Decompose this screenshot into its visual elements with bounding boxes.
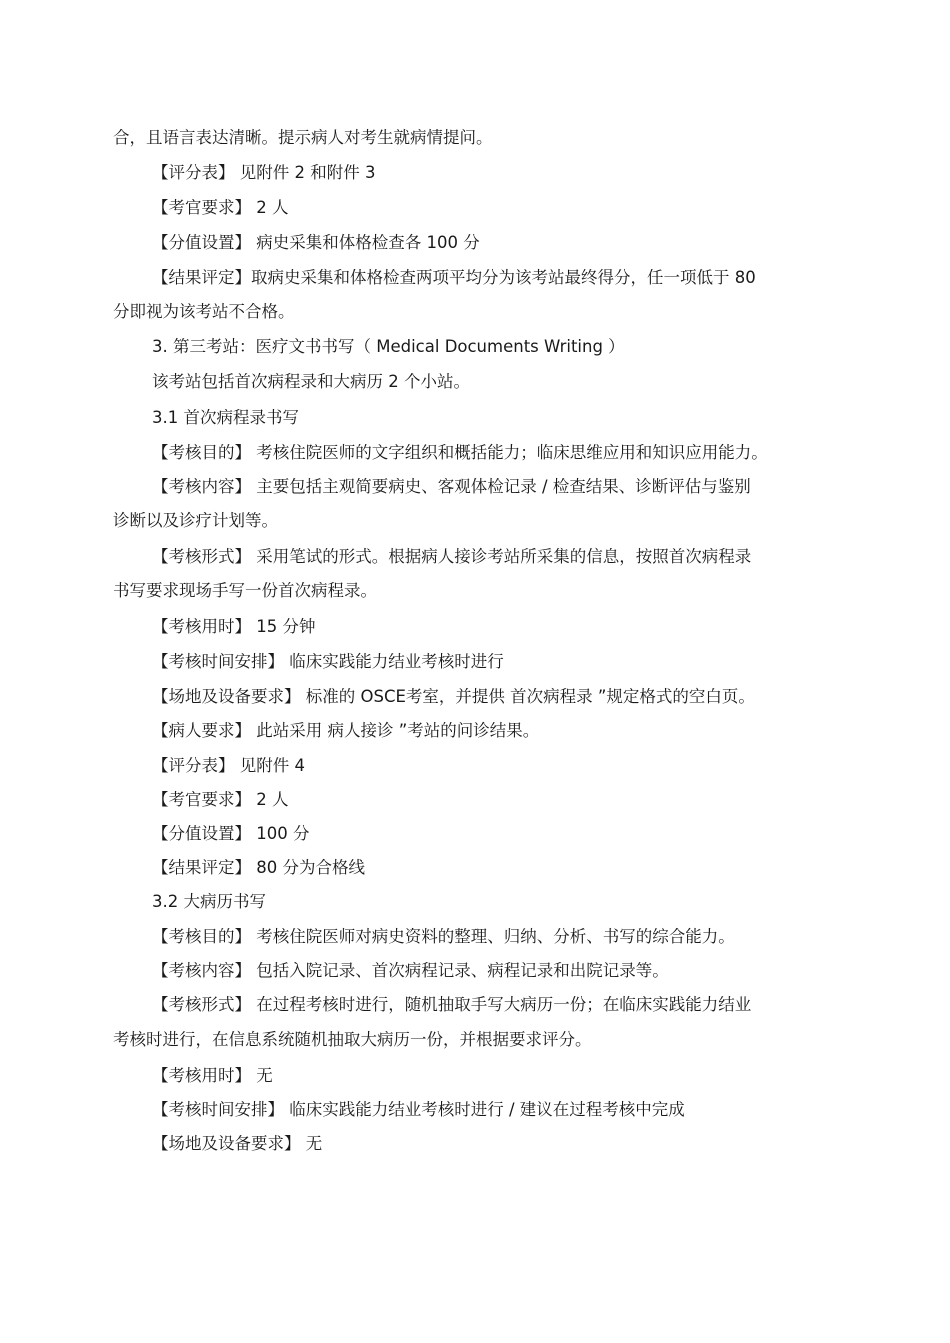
text-line: 【考核用时】 无 xyxy=(152,1066,273,1085)
subsection-heading: 3.2 大病历书写 xyxy=(152,892,266,911)
text-line: 考核时进行，在信息系统随机抽取大病历一份，并根据要求评分。 xyxy=(113,1030,592,1049)
text-line: 【结果评定】取病史采集和体格检查两项平均分为该考站最终得分，任一项低于 80 xyxy=(152,268,756,287)
text-line: 【考核时间安排】 临床实践能力结业考核时进行 xyxy=(152,652,504,671)
text-line: 【考核内容】 主要包括主观简要病史、客观体检记录 / 检查结果、诊断评估与鉴别 xyxy=(152,477,751,496)
text-line: 【病人要求】 此站采用 病人接诊 ”考站的问诊结果。 xyxy=(152,721,540,740)
text-line: 【考核内容】 包括入院记录、首次病程记录、病程记录和出院记录等。 xyxy=(152,961,669,980)
text-line: 【场地及设备要求】 标准的 OSCE考室，并提供 首次病程录 ”规定格式的空白页。 xyxy=(152,687,755,706)
text-line: 【评分表】 见附件 4 xyxy=(152,756,305,775)
text-line: 【场地及设备要求】 无 xyxy=(152,1134,323,1153)
text-line: 该考站包括首次病程录和大病历 2 个小站。 xyxy=(152,372,470,391)
text-line: 【考核目的】 考核住院医师的文字组织和概括能力；临床思维应用和知识应用能力。 xyxy=(152,443,768,462)
text-line: 【考核目的】 考核住院医师对病史资料的整理、归纳、分析、书写的综合能力。 xyxy=(152,927,735,946)
text-line: 【评分表】 见附件 2 和附件 3 xyxy=(152,163,376,182)
subsection-heading: 3.1 首次病程录书写 xyxy=(152,408,299,427)
text-line: 【结果评定】 80 分为合格线 xyxy=(152,858,365,877)
text-line: 【考核用时】 15 分钟 xyxy=(152,617,316,636)
text-line: 【考核形式】 在过程考核时进行，随机抽取手写大病历一份；在临床实践能力结业 xyxy=(152,995,752,1014)
section-heading: 3. 第三考站：医疗文书书写（ Medical Documents Writing ） xyxy=(152,337,625,356)
text-line: 【考核形式】 采用笔试的形式。根据病人接诊考站所采集的信息，按照首次病程录 xyxy=(152,547,752,566)
text-line: 【分值设置】 病史采集和体格检查各 100 分 xyxy=(152,233,480,252)
text-line: 【分值设置】 100 分 xyxy=(152,824,310,843)
text-line: 【考官要求】 2 人 xyxy=(152,790,289,809)
text-line: 合，且语言表达清晰。提示病人对考生就病情提问。 xyxy=(113,128,493,147)
text-line: 分即视为该考站不合格。 xyxy=(113,302,295,321)
text-line: 诊断以及诊疗计划等。 xyxy=(113,511,278,530)
text-line: 书写要求现场手写一份首次病程录。 xyxy=(113,581,377,600)
text-line: 【考核时间安排】 临床实践能力结业考核时进行 / 建议在过程考核中完成 xyxy=(152,1100,685,1119)
text-line: 【考官要求】 2 人 xyxy=(152,198,289,217)
